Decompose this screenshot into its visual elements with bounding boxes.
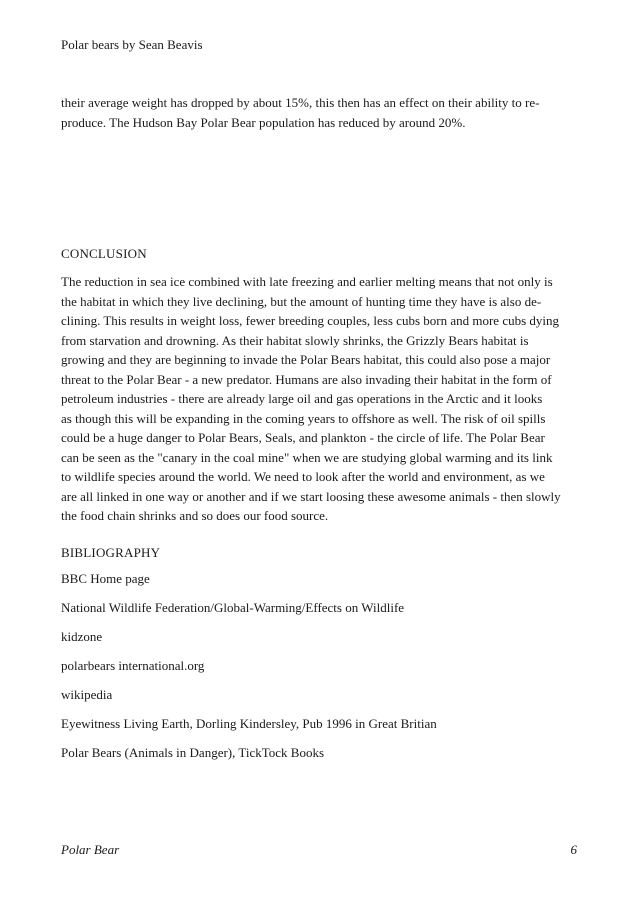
conclusion-line: as though this will be expanding in the coming years to offshore as well. The risk of oil spills	[61, 410, 546, 426]
conclusion-line: from starvation and drowning. As their habitat slowly shrinks, the Grizzly Bears habitat is	[61, 332, 529, 348]
intro-line: their average weight has dropped by about 15%, this then has an effect on their ability to re-	[61, 95, 540, 110]
intro-line: produce. The Hudson Bay Polar Bear population has reduced by around 20%.	[61, 114, 466, 130]
page-number: 6	[570, 842, 577, 857]
bibliography-list	[61, 571, 437, 774]
conclusion-line: threat to the Polar Bear - a new predator. Humans are also invading their habitat in the form of	[61, 371, 552, 387]
conclusion-line: the food chain shrinks and so does our food source.	[61, 508, 329, 523]
conclusion-line: petroleum industries - there are already large oil and gas operations in the Arctic and it looks	[61, 391, 543, 406]
bibliography-item: Eyewitness Living Earth, Dorling Kindersley, Pub 1996 in Great Britian	[61, 716, 437, 731]
conclusion-line: The reduction in sea ice combined with late freezing and earlier melting means that not only is	[61, 274, 553, 289]
conclusion-line: are all linked in one way or another and if we start loosing these awesome animals - then slowly	[61, 488, 561, 504]
conclusion-line: growing and they are beginning to invade the Polar Bears habitat, this could also pose a major	[61, 352, 551, 367]
conclusion-line: could be a huge danger to Polar Bears, Seals, and plankton - the circle of life. The Polar Bear	[61, 430, 545, 445]
bibliography-item: kidzone	[61, 629, 103, 644]
conclusion-line: can be seen as the "canary in the coal mine" when we are studying global warming and its link	[61, 449, 553, 465]
bibliography-item: BBC Home page	[61, 571, 150, 586]
conclusion-line: to wildlife species around the world. We need to look after the world and environment, as we	[61, 469, 545, 484]
bibliography-item: wikipedia	[61, 687, 113, 702]
running-footer-title: Polar Bear	[61, 842, 120, 857]
bibliography-item: polarbears international.org	[61, 658, 205, 673]
conclusion-line: clining. This results in weight loss, fewer breeding couples, less cubs born and more cubs dying	[61, 313, 560, 328]
bibliography-item: National Wildlife Federation/Global-Warming/Effects on Wildlife	[61, 600, 405, 615]
bibliography-heading: BIBLIOGRAPHY	[61, 545, 161, 560]
conclusion-heading: CONCLUSION	[61, 246, 147, 261]
conclusion-line: the habitat in which they live declining, but the amount of hunting time they have is also de-	[61, 293, 542, 309]
running-header: Polar bears by Sean Beavis	[61, 37, 203, 52]
bibliography-item: Polar Bears (Animals in Danger), TickTock Books	[61, 745, 325, 760]
intro-paragraph	[61, 93, 581, 132]
conclusion-paragraph	[61, 272, 581, 526]
